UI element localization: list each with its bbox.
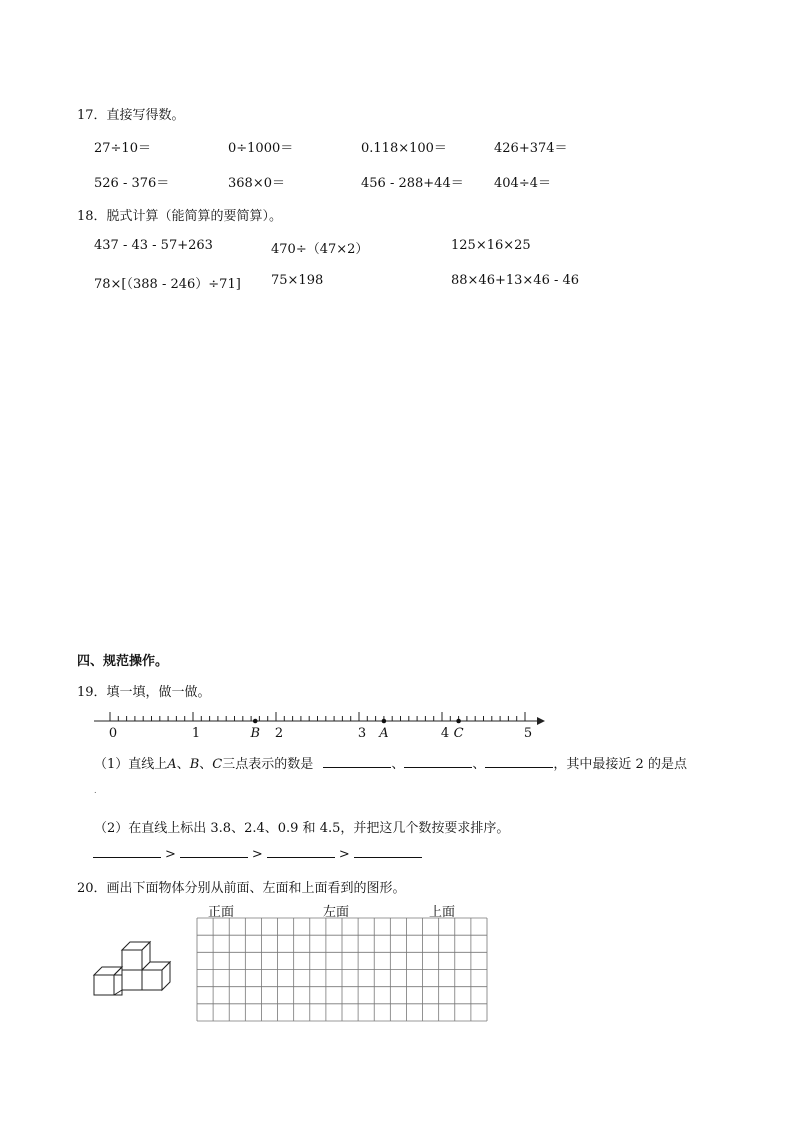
q18-item-3: 125×16×25 (451, 238, 531, 253)
tick-label-2: 2 (274, 726, 284, 741)
tick-label-0: 0 (108, 726, 118, 741)
q19-part1-rest: 三点表示的数是 (222, 757, 314, 772)
point-b-label: B (189, 757, 200, 772)
q18-item-5: 75×198 (271, 273, 324, 288)
arrow-head-icon (537, 717, 545, 725)
q17-item-5: 526 - 376＝ (94, 176, 170, 191)
q18-item-2: 470÷（47×2） (271, 242, 369, 257)
q17-item-7: 456 - 288+44＝ (361, 176, 464, 191)
drawing-grid[interactable] (196, 917, 488, 1022)
greater-than-sign: > (165, 847, 176, 862)
q19-part2: （2）在直线上标出 3.8、2.4、0.9 和 4.5，并把这几个数按要求排序。 (94, 821, 510, 836)
q19-part1 (94, 753, 687, 772)
greater-than-sign: > (251, 847, 263, 862)
point-a-letter: A (379, 726, 389, 741)
q19-part1-suffix: ，其中最接近 2 的是点 (553, 757, 687, 772)
order-blank-2[interactable] (180, 845, 248, 858)
answer-blank-a[interactable] (323, 755, 391, 768)
q19-part1-prefix: （1）直线上 (94, 757, 168, 772)
order-blank-4[interactable] (354, 845, 422, 858)
order-blank-1[interactable] (93, 845, 161, 858)
q17-item-8: 404÷4＝ (494, 176, 551, 191)
q18-title: 18．脱式计算（能简算的要简算）。 (77, 209, 283, 224)
tick-label-1: 1 (191, 726, 201, 741)
separator: 、 (391, 757, 405, 772)
ordering-row (93, 845, 422, 862)
point-c-letter: C (453, 726, 464, 741)
point-b-letter: B (250, 726, 261, 741)
stray-dot: . (94, 786, 97, 795)
q17-item-3: 0.118×100＝ (361, 141, 447, 156)
section-4-title: 四、规范操作。 (77, 654, 169, 669)
point-a-label: A (167, 757, 177, 772)
separator: 、 (472, 757, 486, 772)
q17-item-1: 27÷10＝ (94, 141, 151, 156)
answer-blank-b[interactable] (404, 755, 472, 768)
cube-stack-figure (88, 935, 183, 1030)
point-c-label: C (212, 757, 223, 772)
q17-title: 17．直接写得数。 (77, 108, 185, 123)
q19-title: 19．填一填，做一做。 (77, 685, 211, 700)
separator: 、 (199, 757, 213, 772)
q20-title: 20．画出下面物体分别从前面、左面和上面看到的图形。 (77, 881, 406, 896)
order-blank-3[interactable] (267, 845, 335, 858)
greater-than-sign: > (338, 847, 350, 862)
point-b-dot (253, 719, 258, 724)
view-label-top: 上面 (429, 905, 456, 920)
tick-label-3: 3 (357, 726, 367, 741)
separator: 、 (176, 757, 190, 772)
q17-item-4: 426+374＝ (494, 141, 568, 156)
q17-item-2: 0÷1000＝ (228, 141, 294, 156)
view-label-front: 正面 (208, 905, 235, 920)
answer-blank-c[interactable] (485, 755, 553, 768)
point-a-dot (382, 719, 387, 724)
tick-label-4: 4 (440, 726, 450, 741)
q18-item-4: 78×[（388 - 246）÷71] (94, 277, 241, 292)
view-label-left: 左面 (323, 905, 350, 920)
tick-label-5: 5 (523, 726, 533, 741)
q18-item-6: 88×46+13×46 - 46 (451, 273, 580, 288)
q17-item-6: 368×0＝ (228, 176, 285, 191)
point-c-dot (456, 719, 461, 724)
q18-item-1: 437 - 43 - 57+263 (94, 238, 213, 253)
